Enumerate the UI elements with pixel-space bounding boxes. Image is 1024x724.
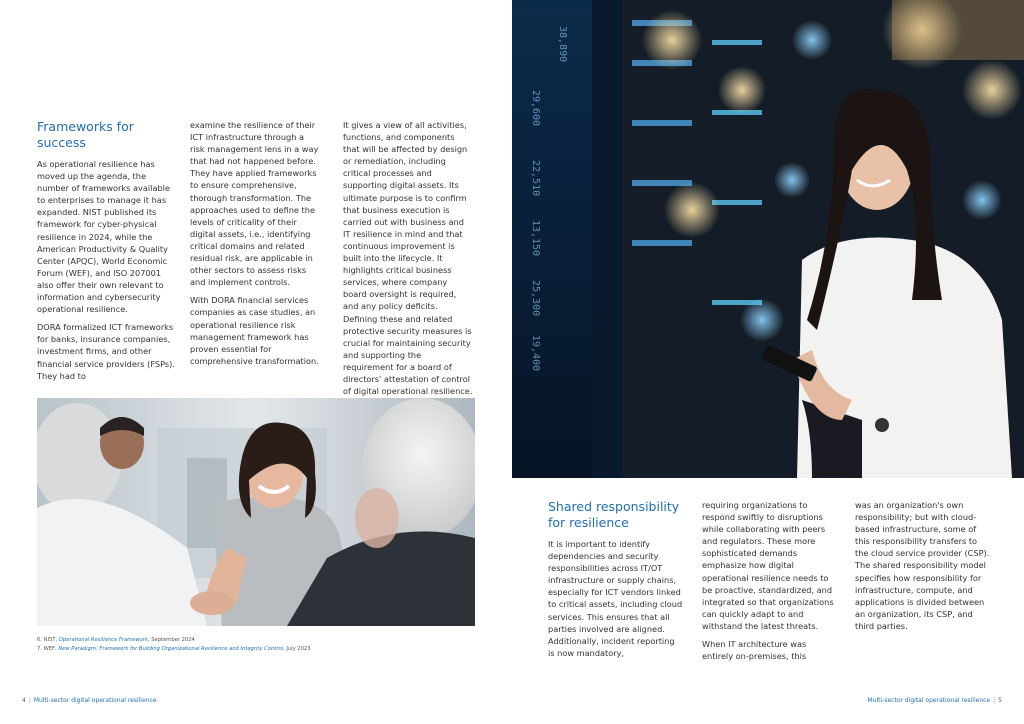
left-column-1	[37, 158, 177, 388]
footer-title: Multi-sector digital operational resilience	[867, 697, 991, 704]
trader-photo	[512, 0, 1024, 478]
screen-number: 19,400	[530, 335, 541, 372]
right-heading-line1: Shared responsibility	[548, 499, 680, 514]
paragraph: It is important to identify dependencies and security responsibilities across IT/OT infrastructure or supply chains, especially for ICT vendors linked to critical assets, including cloud services. This ensures that all parties involved are aligned. Additionally, incident reporting is now mandatory,	[548, 539, 683, 658]
screen-number-column	[530, 280, 541, 316]
screen-number-column	[530, 160, 541, 196]
page-number: 5	[998, 697, 1002, 704]
left-heading-line2: success	[37, 135, 86, 150]
right-heading	[548, 499, 693, 531]
screen-number: 22,510	[530, 160, 541, 197]
right-column-2	[702, 499, 837, 668]
right-column-1	[548, 538, 683, 665]
footnote-7: 7. WEF, New Paradigm: Framework for Building Organizational Resilience and Integrity Control, July 2023	[37, 646, 311, 652]
right-footer: Multi-sector digital operational resilience | 5	[867, 697, 1002, 704]
footnote-source-link[interactable]: New Paradigm: Framework for Building Organizational Resilience and Integrity Control	[58, 646, 284, 652]
screen-number-column	[530, 90, 541, 126]
footnotes	[37, 636, 477, 654]
left-heading	[37, 119, 177, 151]
footer-title: Multi-sector digital operational resilience	[33, 697, 157, 704]
paragraph: As operational resilience has moved up the agenda, the number of frameworks available to enterprises to manage it has expanded. NIST published its framework for cyber-physical resilience in 2024, while the American Productivity & Quality Center (APQC), World Economic Forum (WEF), and ISO 207001 also offer their own relevant to information and cybersecurity operational resilience.	[37, 159, 170, 315]
right-heading-line2: for resilience	[548, 515, 629, 530]
handshake-illustration	[37, 398, 475, 626]
screen-number: 29,600	[530, 90, 541, 127]
left-heading-line1: Frameworks for	[37, 119, 134, 134]
page-number: 4	[22, 697, 26, 704]
paragraph: examine the resilience of their ICT infrastructure through a risk management lens in a way that had not happened before. They have applied frameworks to ensure comprehensive, thorough transformation. The approaches used to define the levels of criticality of their digital assets, i.e., identifying critical domains and related residual risk, are applicable in other sectors to assess risks and implement controls.	[190, 120, 319, 288]
footnote-6: 6. NIST, Operational Resilience Framework, September 2024	[37, 637, 195, 643]
screen-number-column	[530, 335, 541, 371]
screen-number: 13,150	[530, 220, 541, 257]
trader-illustration	[512, 0, 1024, 478]
handshake-photo	[37, 398, 475, 626]
screen-number-column	[530, 26, 594, 62]
paragraph: When IT architecture was entirely on-premises, this	[702, 639, 807, 662]
left-footer: 4 | Multi-sector digital operational resilience	[22, 697, 157, 704]
footnote-source-link[interactable]: Operational Resilience Framework	[58, 637, 148, 643]
screen-number-column	[530, 220, 541, 256]
left-column-2	[190, 119, 320, 373]
left-column-3	[343, 119, 473, 403]
paragraph: It gives a view of all activities, functions, and components that will be affected by design or remediation, including critical processes and supporting digital assets. Its ultimate purpose is to confirm that business execution is carried out with business and IT resilience in mind and that continuous improvement is built into the lifecycle. It highlights critical business services, where company board oversight is required, and any policy deficits. Defining these and related protective security measures is crucial for maintaining security and supporting the requirement for a board of directors' attestation of control of digital operational resilience.	[343, 120, 473, 397]
right-column-3	[855, 499, 990, 638]
paragraph: With DORA financial services companies as case studies, an operational resilience risk management framework has proven essential for comprehensive transformation.	[190, 295, 319, 366]
paragraph: was an organization's own responsibility; but with cloud-based infrastructure, some of this responsibility transfers to the cloud service provider (CSP). The shared responsibility model specifies how responsibility for infrastructure, compute, and applications is divided between an organization, its CSP, and third parties.	[855, 500, 990, 631]
screen-number: 38,890	[557, 26, 568, 63]
screen-number: 25,300	[530, 280, 541, 317]
paragraph: DORA formalized ICT frameworks for banks, insurance companies, investment firms, and other financial service providers (FSPs). They had to	[37, 322, 175, 381]
paragraph: requiring organizations to respond swiftly to disruptions while collaborating with peers and regulators. These more sophisticated demands emphasize how digital operational resilience needs to be proactive, standardized, and integrated so that organizations can quickly adapt to and withstand the latest threats.	[702, 500, 834, 631]
